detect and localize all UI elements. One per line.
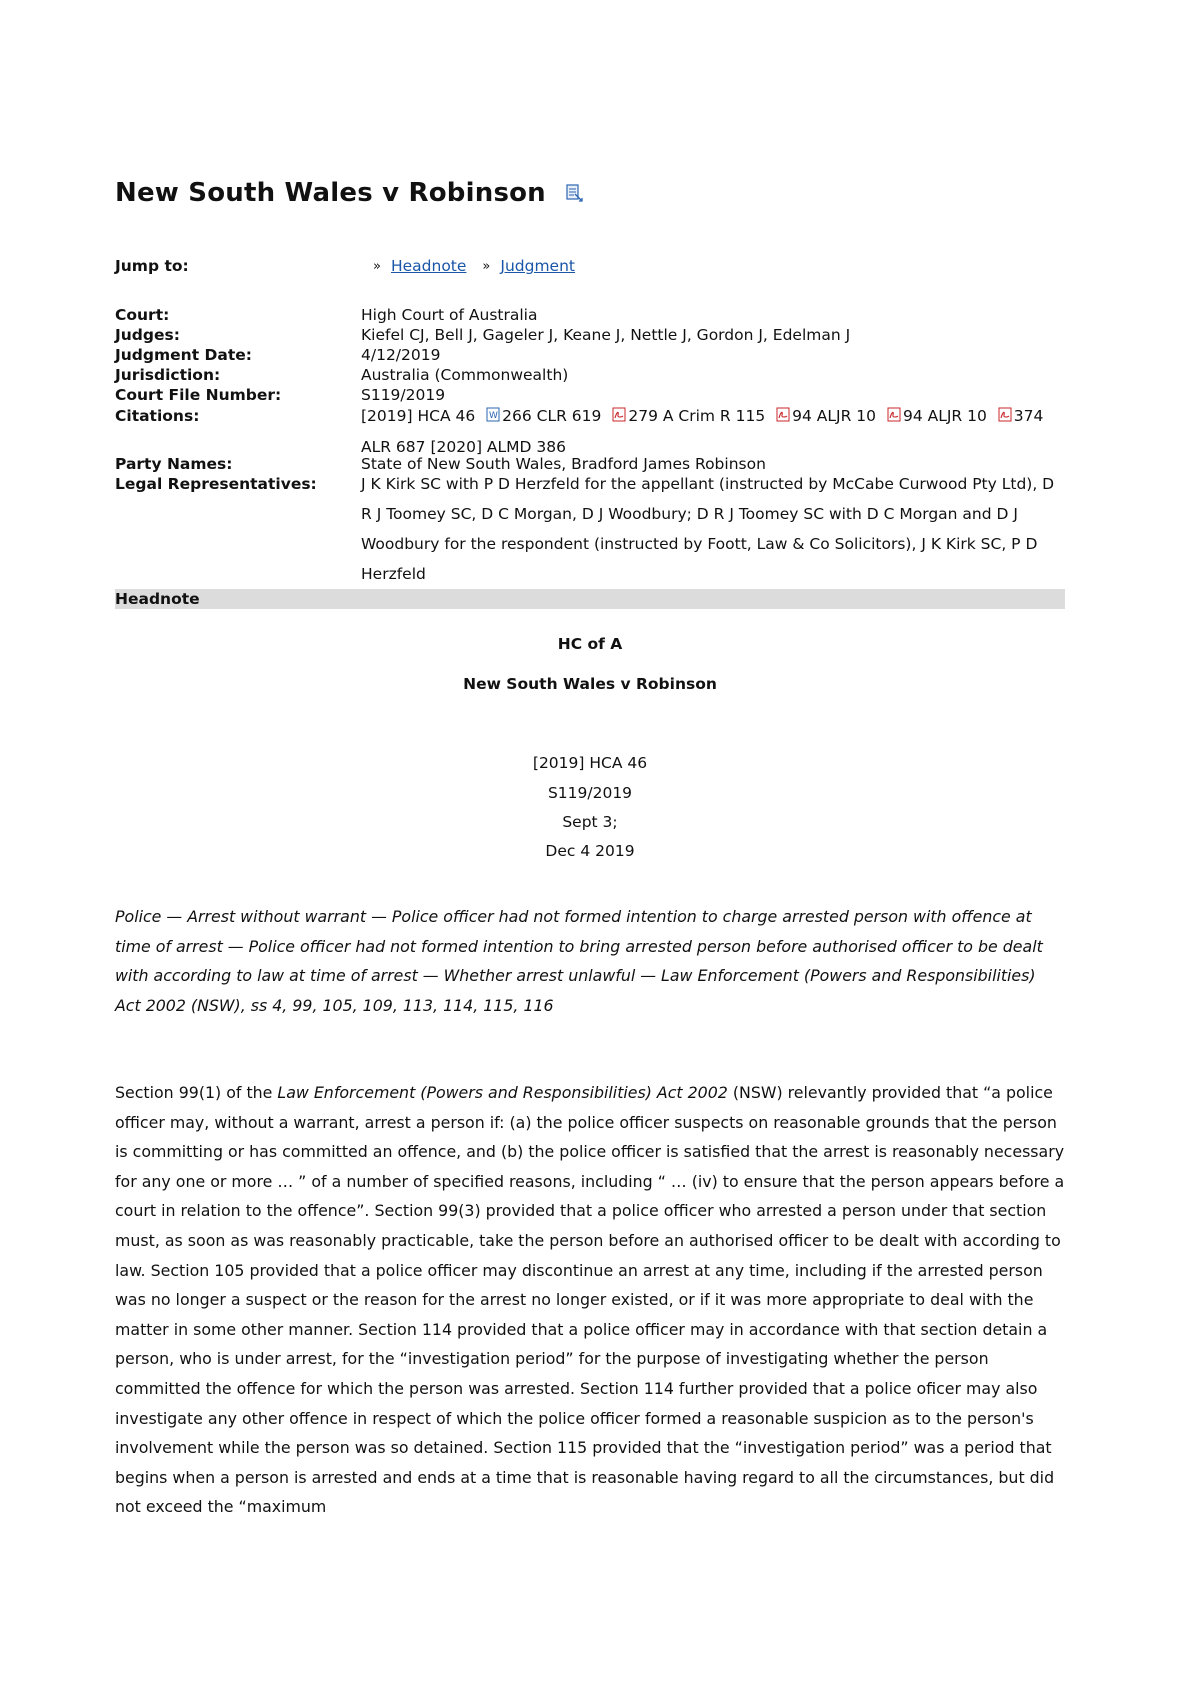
headnote-citation: [2019] HCA 46 — [532, 754, 648, 772]
date-value: 4/12/2019 — [361, 346, 441, 364]
meta-row-legal — [115, 474, 1065, 589]
headnote-file-number: S119/2019 — [547, 784, 633, 802]
jump-links — [361, 257, 575, 275]
jump-link-headnote[interactable]: Headnote — [390, 257, 467, 275]
file-label: Court File Number: — [115, 386, 282, 404]
word-doc-icon[interactable] — [486, 402, 500, 432]
headnote-hearing-date: Sept 3; — [562, 813, 618, 831]
paragraph-intro: Section 99(1) of the — [115, 1083, 278, 1102]
pdf-icon[interactable] — [998, 402, 1012, 432]
citation-alr[interactable]: 374 ALR 687 — [361, 407, 1044, 456]
parties-label: Party Names: — [115, 455, 233, 473]
citation-acrimr[interactable]: 279 A Crim R 115 — [628, 407, 766, 425]
catchwords: Police — Arrest without warrant — Police officer had not formed intention to charge arrested person with offence at time of arrest — Police officer had not formed intention to bring arrested person before authorised officer to be dealt with according to law at time of arrest — Whether arrest unlawful — Law Enforcement (Powers and Responsibilities) Act 2002 (NSW), ss 4, 99, 105, 109, 113, 114, 115, 116 — [115, 907, 1043, 1015]
date-label: Judgment Date: — [115, 346, 252, 364]
svg-text:W: W — [489, 411, 499, 421]
headnote-section-bar: Headnote — [115, 589, 1065, 609]
chevron-right-icon: » — [482, 258, 491, 274]
headnote-judgment-date: Dec 4 2019 — [545, 842, 635, 860]
act-title: Law Enforcement (Powers and Responsibilities) Act 2002 — [277, 1083, 728, 1102]
legal-label: Legal Representatives: — [115, 475, 317, 493]
headnote-court: HC of A — [557, 635, 623, 653]
meta-row-citations — [115, 401, 1065, 462]
citation-aljr-2[interactable]: 94 ALJR 10 — [902, 407, 987, 425]
judges-value: Kiefel CJ, Bell J, Gageler J, Keane J, Nettle J, Gordon J, Edelman J — [361, 326, 851, 344]
jump-to-row — [115, 257, 575, 275]
file-value: S119/2019 — [361, 386, 446, 404]
legal-value: J K Kirk SC with P D Herzfeld for the appellant (instructed by McCabe Curwood Pty Ltd), D R J Toomey SC, D C Morgan, D J Woodbury; D R J Toomey SC with D C Morgan and D J Woodbury for the respondent (instructed by Foott, Law & Co Solicitors), J K Kirk SC, P D Herzfeld — [361, 475, 1055, 583]
jump-label: Jump to: — [115, 257, 189, 275]
citation-clr[interactable]: 266 CLR 619 — [502, 407, 602, 425]
paragraph-body: (NSW) relevantly provided that “a police officer may, without a warrant, arrest a person if: (a) the police officer suspects on reasonable grounds that the person is committing or has committed an offence, and (b) the police officer is satisfied that the arrest is reasonably necessary for any one or more … ” of a number of specified reasons, including “ … (iv) to ensure that the person appears before a court in relation to the offence”. Section 99(3) provided that a police officer who arrested a person under that section must, as soon as was reasonably practicable, take the person before an authorised officer to be dealt with according to law. Section 105 provided that a police officer may discontinue an arrest at any time, including if the arrested person was no longer a suspect or the reason for the arrest no longer existed, or if it was more appropriate to deal with the matter in some other manner. Section 114 provided that a police officer may in accordance with that section detain a person, who is under arrest, for the “investigation period” for the purpose of investigating whether the person committed the offence for which the person was arrested. Section 114 further provided that a police oficer may also investigate any other offence in respect of which the police officer formed a reasonable suspicion as to the person's involvement while the person was so detained. Section 115 provided that the “investigation period” was a period that begins when a person is arrested and ends at a time that is reasonable having regard to all the circumstances, but did not exceed the “maximum — [115, 1083, 1065, 1517]
citation-hca: [2019] HCA 46 — [361, 407, 476, 425]
meta-row-date — [115, 345, 1065, 365]
meta-row-court — [115, 305, 1065, 325]
pdf-icon[interactable] — [612, 402, 626, 432]
jump-link-judgment[interactable]: Judgment — [500, 257, 575, 275]
headnote-paragraph — [115, 1078, 1065, 1522]
jurisdiction-label: Jurisdiction: — [115, 366, 221, 384]
chevron-right-icon: » — [373, 258, 381, 274]
parties-value: State of New South Wales, Bradford James Robinson — [361, 455, 766, 473]
headnote-case-name: New South Wales v Robinson — [463, 675, 717, 693]
citation-aljr-1[interactable]: 94 ALJR 10 — [792, 407, 877, 425]
case-metadata — [115, 305, 1065, 589]
citations-label: Citations: — [115, 407, 200, 425]
court-value: High Court of Australia — [361, 306, 538, 324]
jurisdiction-value: Australia (Commonwealth) — [361, 366, 569, 384]
citation-almd: [2020] ALMD 386 — [430, 438, 566, 456]
title-row — [115, 178, 584, 208]
citations-value — [361, 401, 1065, 462]
court-label: Court: — [115, 306, 170, 324]
judges-label: Judges: — [115, 326, 180, 344]
pdf-icon[interactable] — [887, 402, 901, 432]
meta-row-jurisdiction — [115, 365, 1065, 385]
meta-row-judges — [115, 325, 1065, 345]
page-title: New South Wales v Robinson — [115, 178, 546, 208]
print-icon[interactable] — [564, 183, 584, 203]
pdf-icon[interactable] — [776, 402, 790, 432]
